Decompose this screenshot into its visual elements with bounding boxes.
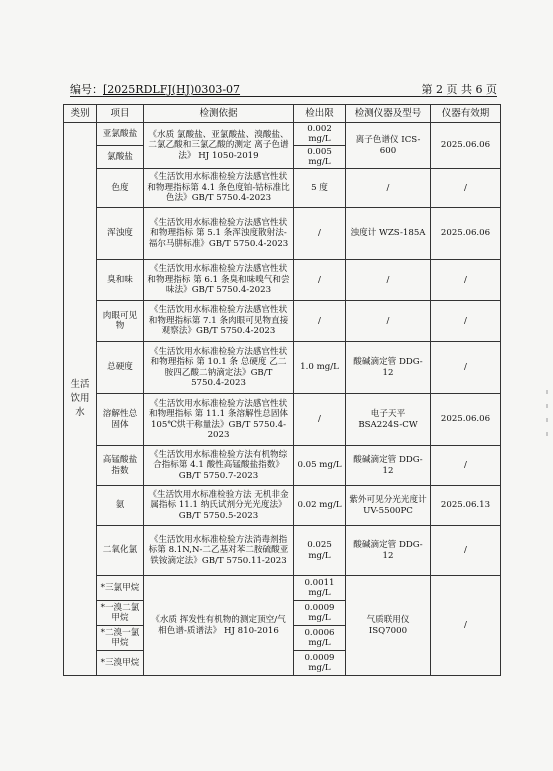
page-info: 第 2 页 共 6 页 [421,83,497,96]
limit-cell: / [294,394,346,446]
header-rule [70,96,497,97]
basis-cell: 《水质 氯酸盐、亚氯酸盐、溴酸盐、二氯乙酸和三氯乙酸的测定 离子色谱法》 HJ 1050-2019 [144,123,294,169]
limit-cell: 0.0009 mg/L [294,601,346,626]
table-row [64,260,501,301]
item-cell: 高锰酸盐指数 [97,446,144,486]
col-header: 类别 [64,105,97,123]
item-cell: *二溴一氯甲烷 [97,626,144,651]
limit-cell: 0.0006 mg/L [294,626,346,651]
table-row [64,446,501,486]
item-cell: 臭和味 [97,260,144,301]
basis-cell: 《生活饮用水标准检验方法感官性状和物理指标第 4.1 条色度铂-钴标准比色法》GB/T 5750.4-2023 [144,169,294,208]
item-cell: 色度 [97,169,144,208]
limit-cell: 0.05 mg/L [294,446,346,486]
limit-cell: 0.005 mg/L [294,146,346,169]
expiry-cell: 2025.06.06 [431,394,501,446]
table-row [64,123,501,146]
table-row [64,526,501,576]
instrument-cell: 气质联用仪 ISQ7000 [346,576,431,676]
table-header-row [64,105,501,123]
limit-cell: / [294,260,346,301]
expiry-cell: / [431,301,501,342]
item-cell: 浑浊度 [97,208,144,260]
basis-cell: 《生活饮用水标准检验方法感官性状和物理指标 第 11.1 条溶解性总固体 105℃烘干称量法》GB/T 5750.4-2023 [144,394,294,446]
limit-cell: 0.02 mg/L [294,486,346,526]
expiry-cell: 2025.06.06 [431,123,501,169]
test-method-table [63,104,501,676]
item-cell: 总硬度 [97,342,144,394]
instrument-cell: 酸碱滴定管 DDG-12 [346,342,431,394]
instrument-cell: 电子天平 BSA224S-CW [346,394,431,446]
item-cell: 溶解性总固体 [97,394,144,446]
table-row [64,301,501,342]
instrument-cell: 离子色谱仪 ICS-600 [346,123,431,169]
category-cell: 生活饮用水 [64,123,97,676]
table-row [64,486,501,526]
col-header: 项目 [97,105,144,123]
instrument-cell: 酸碱滴定管 DDG-12 [346,526,431,576]
basis-cell: 《生活饮用水标准检验方法感官性状和物理指标 第 5.1 条浑浊度散射法-福尔马肼标准》GB/T 5750.4-2023 [144,208,294,260]
limit-cell: 5 度 [294,169,346,208]
instrument-cell: 酸碱滴定管 DDG-12 [346,446,431,486]
col-header: 仪器有效期 [431,105,501,123]
expiry-cell: 2025.06.06 [431,208,501,260]
col-header: 检出限 [294,105,346,123]
basis-cell: 《生活饮用水标准检验方法 无机非金属指标 11.1 纳氏试剂分光光度法》GB/T 5750.5-2023 [144,486,294,526]
basis-cell: 《生活饮用水标准检验方法感官性状和物理指标第 7.1 条肉眼可见物直接观察法》GB/T 5750.4-2023 [144,301,294,342]
binding-marks [545,390,549,460]
instrument-cell: / [346,260,431,301]
instrument-cell: 浊度计 WZS-185A [346,208,431,260]
expiry-cell: 2025.06.13 [431,486,501,526]
table-row [64,576,501,601]
table-row [64,394,501,446]
expiry-cell: / [431,169,501,208]
basis-cell: 《生活饮用水标准检验方法感官性状和物理指标 第 6.1 条臭和味嗅气和尝味法》GB/T 5750.4-2023 [144,260,294,301]
basis-cell: 《水质 挥发性有机物的测定顶空/气相色谱-质谱法》 HJ 810-2016 [144,576,294,676]
col-header: 检测仪器及型号 [346,105,431,123]
report-number: 编号：[2025RDLFJ(HJ)0303-07 [70,83,241,96]
basis-cell: 《生活饮用水标准检验方法感官性状和物理指标 第 10.1 条 总硬度 乙二胺四乙酸二钠滴定法》GB/T 5750.4-2023 [144,342,294,394]
item-cell: *一溴二氯甲烷 [97,601,144,626]
limit-cell: 0.025 mg/L [294,526,346,576]
item-cell: 亚氯酸盐 [97,123,144,146]
limit-cell: 0.0009 mg/L [294,651,346,676]
basis-cell: 《生活饮用水标准检验方法有机物综合指标第 4.1 酸性高锰酸盐指数》GB/T 5750.7-2023 [144,446,294,486]
table-row [64,169,501,208]
table-row [64,342,501,394]
item-cell: *三溴甲烷 [97,651,144,676]
item-cell: *三氯甲烷 [97,576,144,601]
instrument-cell: / [346,169,431,208]
item-cell: 肉眼可见物 [97,301,144,342]
instrument-cell: / [346,301,431,342]
table-row [64,208,501,260]
expiry-cell: / [431,260,501,301]
limit-cell: / [294,301,346,342]
item-cell: 二氧化氯 [97,526,144,576]
limit-cell: 0.002 mg/L [294,123,346,146]
col-header: 检测依据 [144,105,294,123]
limit-cell: 0.0011 mg/L [294,576,346,601]
expiry-cell: / [431,446,501,486]
instrument-cell: 紫外可见分光光度计 UV-5500PC [346,486,431,526]
basis-cell: 《生活饮用水标准检验方法消毒剂指标第 8.1N,N-二乙基对苯二胺硫酸亚铁铵滴定法》GB/T 5750.11-2023 [144,526,294,576]
item-cell: 氯酸盐 [97,146,144,169]
expiry-cell: / [431,342,501,394]
item-cell: 氨 [97,486,144,526]
limit-cell: 1.0 mg/L [294,342,346,394]
limit-cell: / [294,208,346,260]
expiry-cell: / [431,576,501,676]
expiry-cell: / [431,526,501,576]
